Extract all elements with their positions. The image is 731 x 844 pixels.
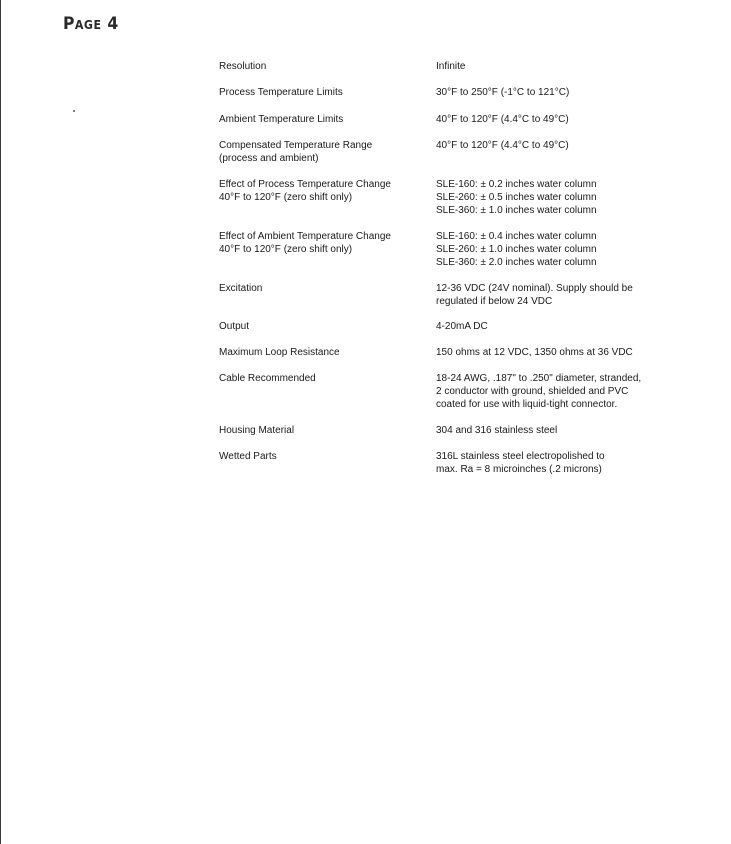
spec-table	[219, 60, 679, 480]
spec-row-maximum-loop-resistance	[219, 346, 679, 372]
spec-value: SLE-160: ± 0.2 inches water column SLE-260: ± 0.5 inches water column SLE-360: ± 1.0 inches water column	[436, 179, 597, 216]
spec-value: 316L stainless steel electropolished to max. Ra = 8 microinches (.2 microns)	[436, 451, 605, 475]
spec-value: 304 and 316 stainless steel	[436, 425, 558, 436]
spec-row-cable-recommended	[219, 372, 679, 424]
spec-row-compensated-temperature-range	[219, 139, 679, 178]
spec-label: Wetted Parts	[219, 451, 277, 462]
spec-row-excitation	[219, 282, 679, 320]
spec-value: SLE-160: ± 0.4 inches water column SLE-260: ± 1.0 inches water column SLE-360: ± 2.0 inches water column	[436, 231, 597, 268]
spec-label: Maximum Loop Resistance	[219, 347, 340, 358]
spec-label: Process Temperature Limits	[219, 87, 343, 98]
spec-row-effect-process-temperature	[219, 178, 679, 230]
spec-value: 40°F to 120°F (4.4°C to 49°C)	[436, 140, 569, 151]
spec-label: Resolution	[219, 61, 267, 72]
page-title: Page 4	[63, 14, 119, 34]
spec-label: Compensated Temperature Range (process and ambient)	[219, 140, 373, 164]
stray-mark	[73, 110, 75, 112]
spec-label: Housing Material	[219, 425, 295, 436]
spec-value: 4-20mA DC	[436, 321, 488, 332]
spec-value: 30°F to 250°F (-1°C to 121°C)	[436, 87, 570, 98]
spec-label: Output	[219, 321, 250, 332]
spec-label: Effect of Process Temperature Change 40°F to 120°F (zero shift only)	[219, 179, 391, 203]
spec-row-process-temperature-limits	[219, 86, 679, 113]
spec-row-housing-material	[219, 424, 679, 450]
spec-value: 40°F to 120°F (4.4°C to 49°C)	[436, 114, 569, 125]
spec-label: Cable Recommended	[219, 373, 316, 384]
spec-label: Ambient Temperature Limits	[219, 114, 344, 125]
spec-label: Effect of Ambient Temperature Change 40°F to 120°F (zero shift only)	[219, 231, 391, 255]
spec-value: 150 ohms at 12 VDC, 1350 ohms at 36 VDC	[436, 347, 633, 358]
spec-value: Infinite	[436, 61, 466, 72]
spec-row-ambient-temperature-limits	[219, 113, 679, 139]
spec-label: Excitation	[219, 283, 263, 294]
page-left-border	[0, 0, 1, 844]
spec-row-effect-ambient-temperature	[219, 230, 679, 282]
spec-value: 12-36 VDC (24V nominal). Supply should be regulated if below 24 VDC	[436, 283, 633, 307]
spec-value: 18-24 AWG, .187" to .250" diameter, stranded, 2 conductor with ground, shielded and PVC coated for use with liquid-tight connector.	[436, 373, 642, 410]
spec-row-wetted-parts	[219, 450, 679, 480]
spec-row-resolution	[219, 60, 679, 86]
spec-row-output	[219, 320, 679, 346]
